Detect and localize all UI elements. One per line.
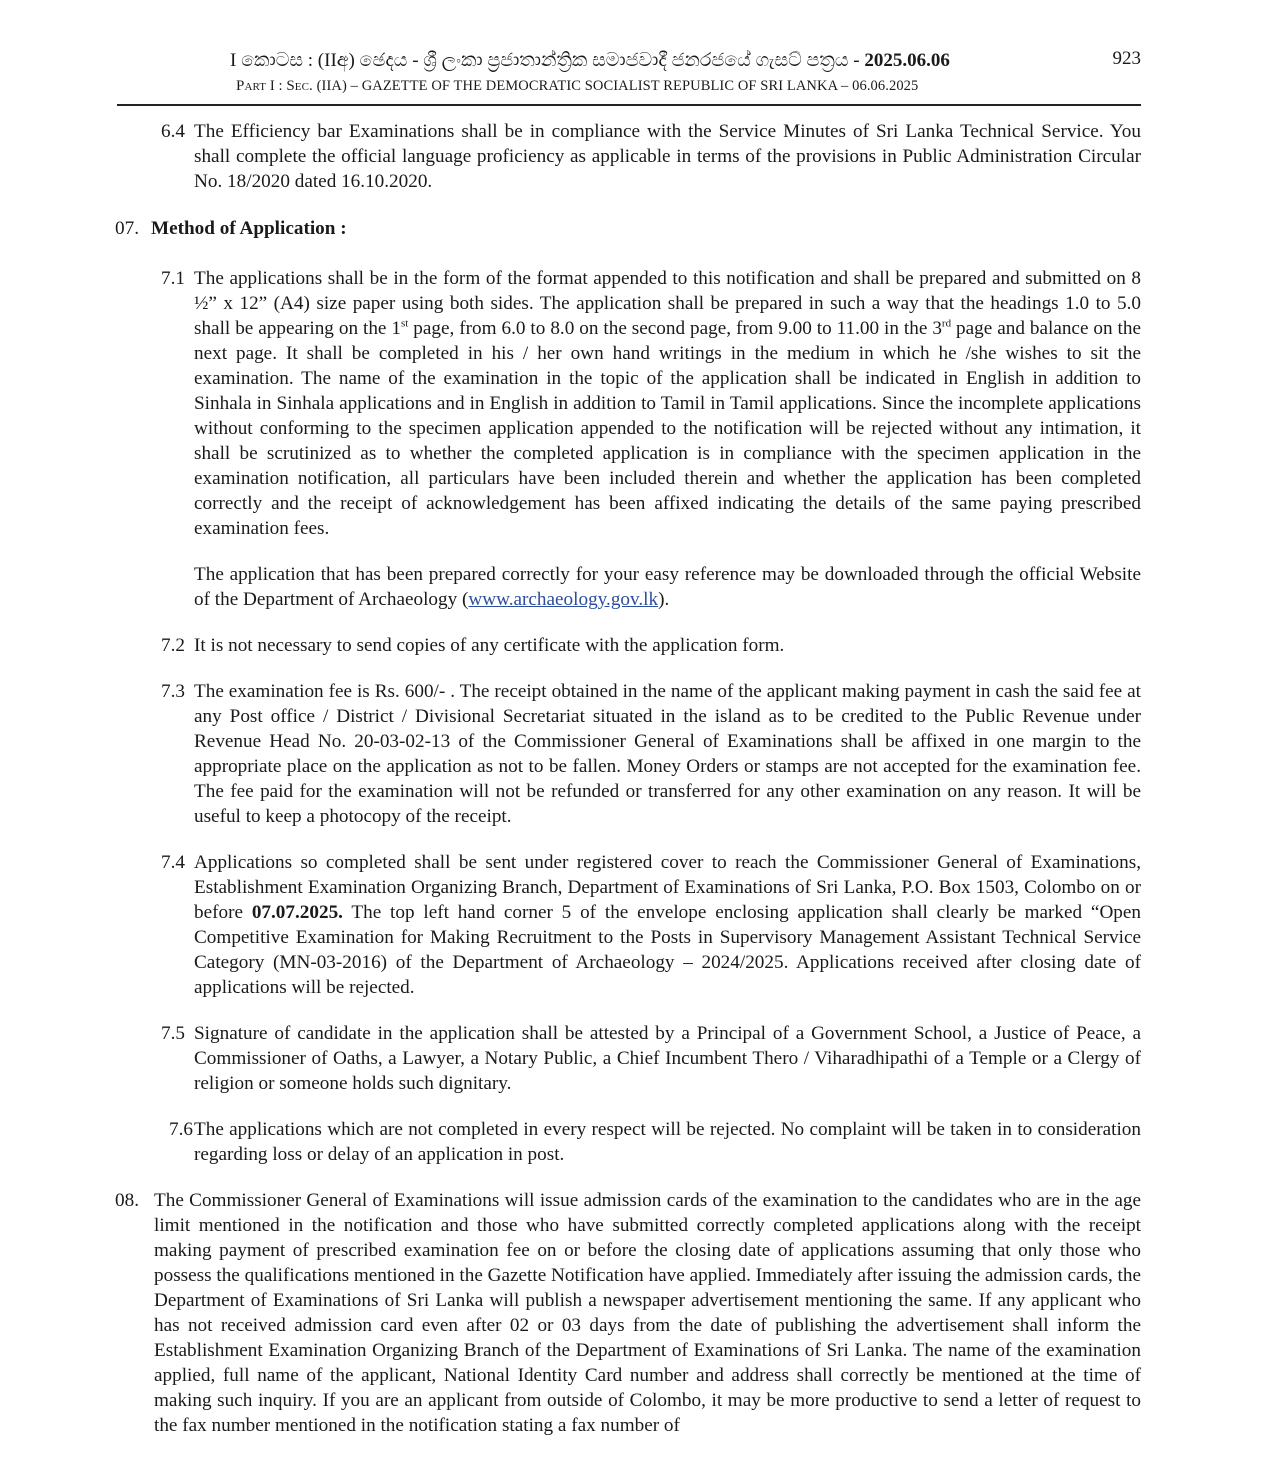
paragraph-number: 7.2 (161, 635, 185, 656)
paragraph-number: 08. (115, 1190, 139, 1211)
paragraph-text: The examination fee is Rs. 600/- . The receipt obtained in the name of the applicant making payment in cash the said fee at any Post office / District / Divisional Secretariat situated in the island as to be credited to the Public Revenue under Revenue Head No. 20-03-02-13 of the Commissioner General of Examinations shall be affixed in one margin to the appropriate place on the application as not to be fallen. Money Orders or stamps are not accepted for the examination fee. The fee paid for the examination will not be refunded or transferred for any other examination on any reason. It will be useful to keep a photocopy of the receipt. (194, 681, 1141, 827)
header-sec-label: Sec. (286, 78, 313, 94)
header-sinhala-line (230, 50, 950, 72)
text-run: ). (658, 589, 670, 610)
page-number: 923 (1112, 48, 1141, 69)
paragraph-08 (115, 1188, 1141, 1438)
paragraph-6-4 (161, 119, 1141, 194)
paragraph-number: 7.6 (169, 1119, 193, 1140)
header-english-line (236, 78, 918, 95)
text-run: page, from 6.0 to 8.0 on the second page, from 9.00 to 11.00 in the 3 (408, 318, 942, 339)
paragraph-7-1-continued (161, 562, 1141, 612)
paragraph-text: The Efficiency bar Examinations shall be in compliance with the Service Minutes of Sri Lanka Technical Service. You shall complete the official language proficiency as applicable in terms of the provisions in Public Administration Circular No. 18/2020 dated 16.10.2020. (194, 121, 1141, 192)
paragraph-text: The Commissioner General of Examinations will issue admission cards of the examination to the candidates who are in the age limit mentioned in the notification and those who have submitted correctly completed applications along with the receipt making payment of prescribed examination fee on or before the closing date of applications assuming that only those who possess the qualifications mentioned in the Gazette Notification have applied. Immediately after issuing the admission cards, the Department of Examinations of Sri Lanka will publish a newspaper advertisement mentioning the same. If any applicant who has not received admission card even after 02 or 03 days from the date of publishing the advertisement shall inform the Establishment Examination Organizing Branch of the Department of Examinations of Sri Lanka. The name of the examination applied, full name of the applicant, National Identity Card number and address shall correctly be mentioned at the time of making such inquiry. If you are an applicant from outside of Colombo, it may be more productive to send a letter of request to the fax number mentioned in the notification stating a fax number of (154, 1190, 1141, 1436)
section-07-heading (115, 216, 1141, 241)
text-run: The application that has been prepared correctly for your easy reference may be downloaded through the official Website of the Department of Archaeology ( (194, 564, 1141, 610)
paragraph-7-1 (161, 266, 1141, 541)
section-number: 07. (115, 218, 139, 239)
text-run: The applications shall be in the form of the format appended to this notification and shall be prepared and submitted on 8 ½” x 12” (A4) size paper using both sides. The application shall be prepared in such a way that the headings 1.0 to 5.0 shall be appearing on the 1 (194, 268, 1141, 339)
text-run: The top left hand corner 5 of the envelope enclosing application shall clearly be marked “Open Competitive Examination for Making Recruitment to the Posts in Supervisory Management Assistant Technical Service Category (MN-03-2016) of the Department of Archaeology – 2024/2025. Applications received after closing date of applications will be rejected. (194, 902, 1142, 998)
paragraph-number: 7.5 (161, 1023, 185, 1044)
header-sinhala-date: 2025.06.06 (864, 50, 950, 71)
header-sinhala-title: I කොටස : (IIඅ) ඡෙදය - ශ්‍රී ලංකා ප්‍රජාතාන්ත්‍රික සමාජවාදී ජනරජයේ ගැසට් පත්‍රය - (230, 50, 865, 71)
header-english-rest: (IIA) – GAZETTE OF THE DEMOCRATIC SOCIALIST REPUBLIC OF SRI LANKA – 06.06.2025 (312, 78, 919, 94)
paragraph-text: Signature of candidate in the application shall be attested by a Principal of a Government School, a Justice of Peace, a Commissioner of Oaths, a Lawyer, a Notary Public, a Chief Incumbent Thero / Viharadhipathi of a Temple or a Clergy of religion or someone holds such dignitary. (194, 1023, 1141, 1094)
paragraph-7-4 (161, 850, 1141, 1000)
section-title: Method of Application : (151, 218, 347, 239)
text-run: page and balance on the next page. It shall be completed in his / her own hand writings in the medium in which he /she wishes to sit the examination. The name of the examination in the topic of the application shall be indicated in English in addition to Sinhala in Sinhala applications and in English in addition to Tamil in Tamil applications. Since the incomplete applications without conforming to the specimen application appended to the notification will be rejected without any intimation, it shall be scrutinized as to whether the completed application is in compliance with the specimen application in the examination notification, all particulars have been included therein and whether the application has been completed correctly and the receipt of acknowledgement has been affixed indicating the details of the same paying prescribed examination fees. (194, 318, 1141, 539)
paragraph-text: It is not necessary to send copies of any certificate with the application form. (194, 635, 785, 656)
header-part-label: Part (236, 78, 267, 94)
paragraph-number: 7.1 (161, 268, 185, 289)
archaeology-website-link[interactable]: www.archaeology.gov.lk (468, 589, 659, 610)
header-part-num: I : (266, 78, 287, 94)
paragraph-text (194, 850, 1141, 1000)
paragraph-number: 6.4 (161, 121, 185, 142)
paragraph-number: 7.3 (161, 681, 185, 702)
paragraph-text: The applications which are not completed in every respect will be rejected. No complaint will be taken in to consideration regarding loss or delay of an application in post. (194, 1119, 1141, 1165)
paragraph-7-6 (161, 1117, 1141, 1167)
paragraph-number: 7.4 (161, 852, 185, 873)
closing-date: 07.07.2025. (251, 902, 343, 923)
superscript: st (400, 317, 409, 330)
paragraph-text (194, 266, 1141, 541)
paragraph-text (194, 562, 1141, 612)
superscript: rd (941, 317, 952, 330)
text-run: Applications so completed shall be sent under registered cover to reach the Commissioner General of Examinations, Establishment Examination Organizing Branch, Department of Examinations of Sri Lanka, P.O. Box 1503, Colombo on or before (194, 852, 1141, 923)
paragraph-7-5 (161, 1021, 1141, 1096)
page-header (117, 48, 1141, 106)
paragraph-7-3 (161, 679, 1141, 829)
paragraph-7-2 (161, 633, 1141, 658)
